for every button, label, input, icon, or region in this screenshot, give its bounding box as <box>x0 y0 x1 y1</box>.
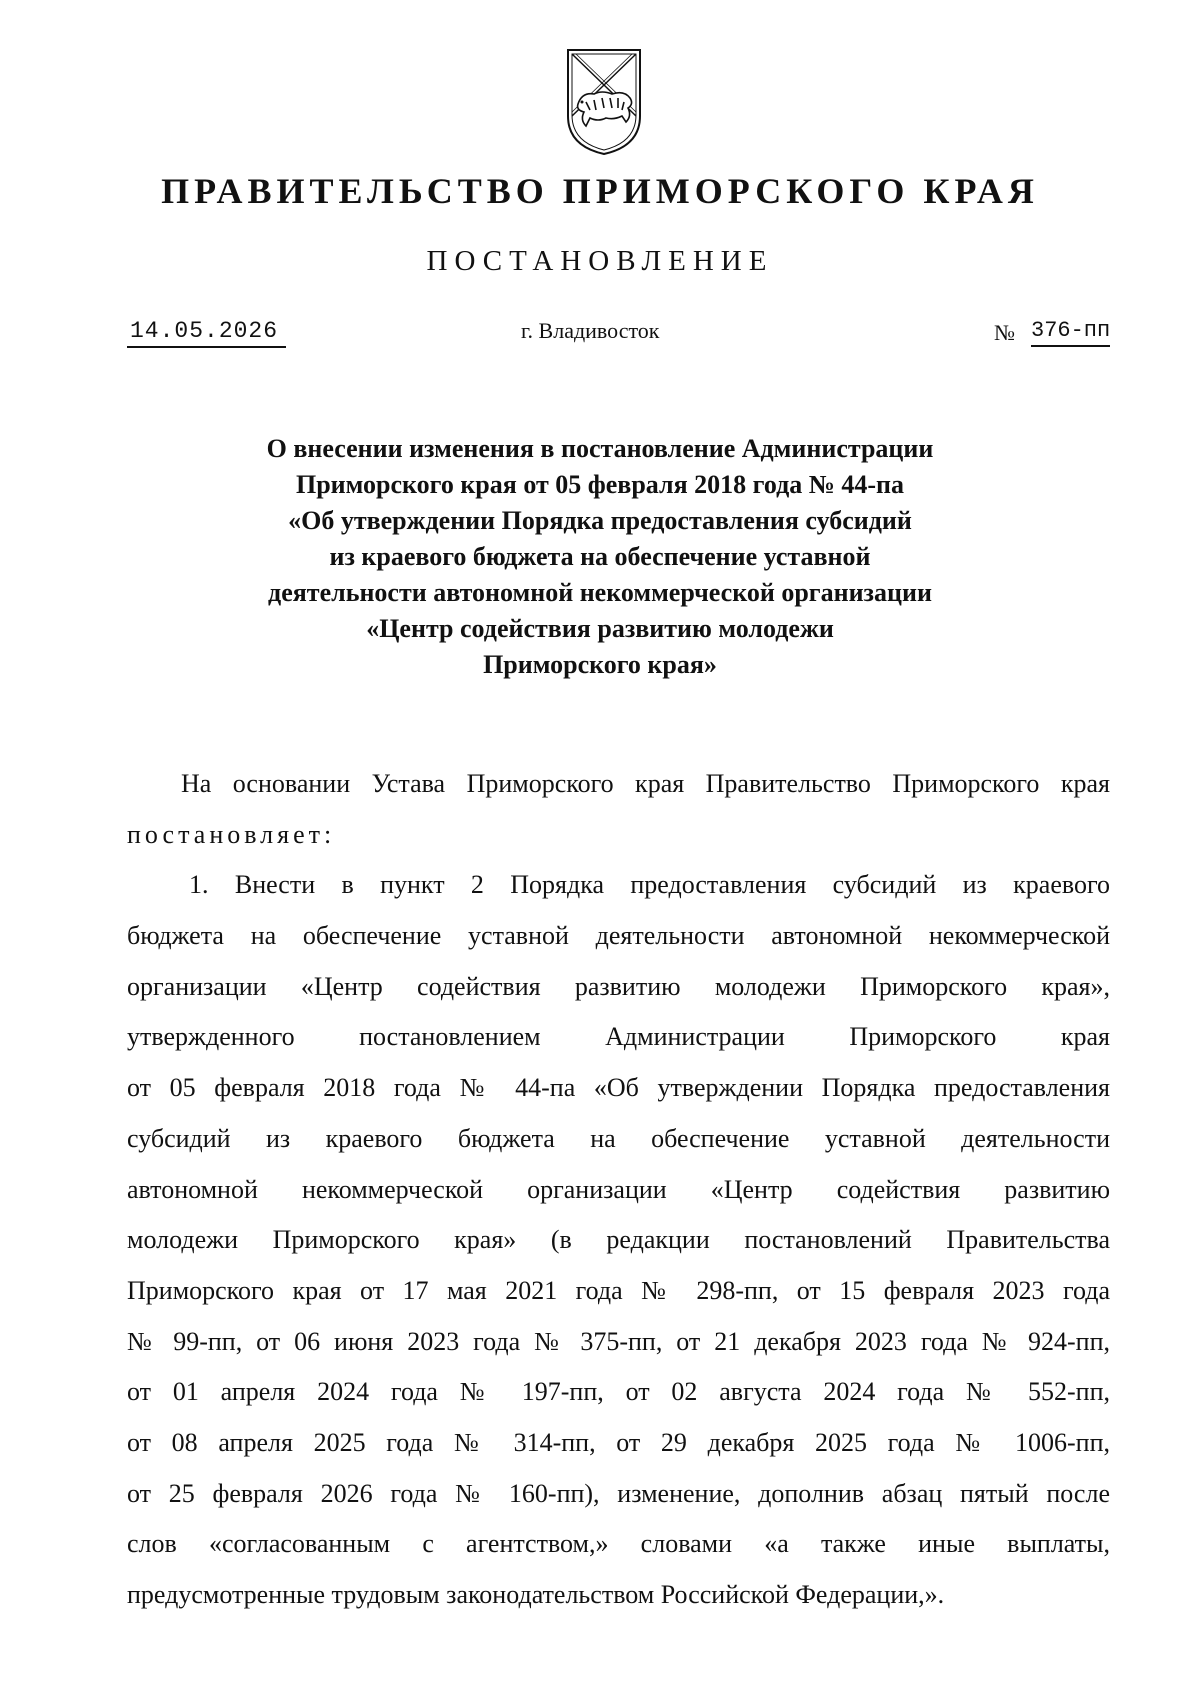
body-line: организации «Центр содействия развитию молодежи Приморского края», <box>127 971 1110 1001</box>
body-line: На основании Устава Приморского края Правительство Приморского края <box>181 769 1110 798</box>
body-line: 1. Внести в пункт 2 Порядка предоставления субсидий из краевого <box>189 870 1110 900</box>
document-date: 14.05.2026 <box>127 318 286 348</box>
body-line: от 05 февраля 2018 года № 44-па «Об утверждении Порядка предоставления <box>127 1073 1110 1103</box>
heading-line: деятельности автономной некоммерческой организации <box>268 578 932 607</box>
heading-line: Приморского края» <box>483 650 717 679</box>
body-line: предусмотренные трудовым законодательством Российской Федерации,». <box>127 1580 945 1609</box>
body-line: автономной некоммерческой организации «Центр содействия развитию <box>127 1174 1110 1204</box>
document-city: г. Владивосток <box>521 318 660 343</box>
document-body <box>127 759 1110 1621</box>
heading-line: Приморского края от 05 февраля 2018 года № 44-па <box>295 470 904 499</box>
document-number-label: № <box>994 320 1015 345</box>
body-line: от 08 апреля 2025 года № 314-пп, от 29 декабря 2025 года № 1006-пп, <box>127 1427 1110 1457</box>
coat-of-arms-emblem <box>562 46 646 158</box>
body-line: постановляет: <box>127 819 336 849</box>
heading-line: О внесении изменения в постановление Администрации <box>266 434 934 463</box>
heading-line: из краевого бюджета на обеспечение уставной <box>329 542 871 571</box>
body-line: субсидий из краевого бюджета на обеспечение уставной деятельности <box>127 1123 1110 1153</box>
body-line: Приморского края от 17 мая 2021 года № 298-пп, от 15 февраля 2023 года <box>127 1275 1110 1305</box>
government-title: ПРАВИТЕЛЬСТВО ПРИМОРСКОГО КРАЯ <box>161 171 1039 211</box>
body-line: слов «согласованным с агентством,» словами «а также иные выплаты, <box>127 1529 1110 1559</box>
document-number: 376-пп <box>1031 318 1110 347</box>
body-line: от 25 февраля 2026 года № 160-пп), изменение, дополнив абзац пятый после <box>127 1478 1110 1508</box>
body-line: утвержденного постановлением Администрации Приморского края <box>127 1022 1110 1052</box>
document-type: ПОСТАНОВЛЕНИЕ <box>426 245 774 277</box>
heading-line: «Центр содействия развитию молодежи <box>366 614 834 643</box>
document-heading <box>150 431 1050 683</box>
body-line: № 99-пп, от 06 июня 2023 года № 375-пп, от 21 декабря 2023 года № 924-пп, <box>127 1326 1110 1356</box>
body-line: бюджета на обеспечение уставной деятельности автономной некоммерческой <box>127 921 1110 951</box>
body-line: от 01 апреля 2024 года № 197-пп, от 02 августа 2024 года № 552-пп, <box>127 1377 1110 1407</box>
body-line: молодежи Приморского края» (в редакции постановлений Правительства <box>127 1225 1110 1255</box>
heading-line: «Об утверждении Порядка предоставления субсидий <box>288 506 912 535</box>
